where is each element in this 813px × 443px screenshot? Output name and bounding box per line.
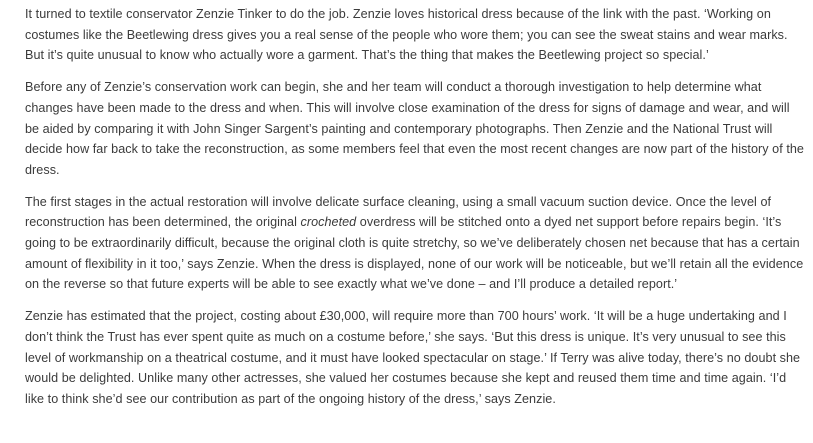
paragraph-3-text-start: The first stages in the actual restoration will involve delicate surface cleaning, using a small vacuum suction device. Once the level of reconstruction has been determined, the original	[25, 194, 772, 230]
paragraph-4: Zenzie has estimated that the project, costing about £30,000, will require more than 700 hours’ work. ‘It will be a huge undertaking and I don’t think the Trust has ever spent quite as much on a costume before,’ she says. ‘But this dress is unique. It’s very unusual to see this level of workmanship on a theatrical costume, and it must have looked spectacular on stage.’ If Terry was alive today, there’s no doubt she would be delighted. Unlike many other actresses, she valued her costumes because she kept and reused them time and time again. ‘I’d like to think she’d see our contribution as part of the ongoing history of the dress,’ says Zenzie.	[25, 309, 801, 406]
paragraph-2: Before any of Zenzie’s conservation work can begin, she and her team will conduct a thorough investigation to help determine what changes have been made to the dress and when. This will involve close examination of the dress for signs of damage and wear, and will be aided by comparing it with John Singer Sargent’s painting and contemporary photographs. Then Zenzie and the National Trust will decide how far back to take the reconstruction, as some members feel that even the most recent changes are now part of the history of the dress.	[25, 80, 804, 177]
paragraph-3	[25, 192, 806, 296]
paragraph-3-emphasis: crocheted	[300, 215, 357, 230]
paragraph-1: It turned to textile conservator Zenzie Tinker to do the job. Zenzie loves historical dress because of the link with the past. ‘Working on costumes like the Beetlewing dress gives you a real sense of the people who wore them; you can see the sweat stains and wear marks. But it’s quite unusual to know who actually wore a garment. That’s the thing that makes the Beetlewing project so special.’	[25, 7, 788, 63]
paragraph-3-text-end: overdress will be stitched onto a dyed net support before repairs begin. ‘It’s going to be extraordinarily difficult, because the original cloth is quite stretchy, so we’ve deliberately chosen net because that has a certain amount of flexibility in it too,’ says Zenzie. When the dress is displayed, none of our work will be noticeable, but we’ll retain all the evidence on the reverse so that future experts will be able to see exactly what we’ve done – and I’ll produce a detailed report.’	[25, 215, 804, 292]
